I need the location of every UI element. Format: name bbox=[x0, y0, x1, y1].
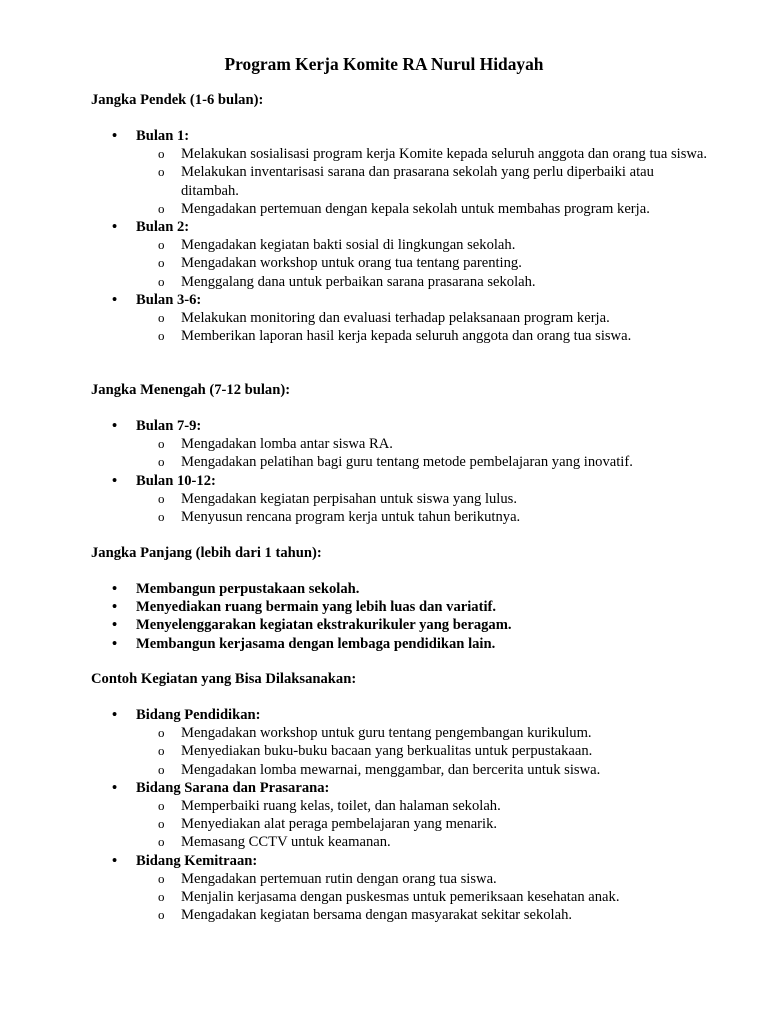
sub-item-text: Melakukan inventarisasi sarana dan prasarana sekolah yang perlu diperbaiki atau ditambah. bbox=[181, 164, 654, 199]
sub-list-item bbox=[136, 236, 711, 254]
sub-item-text: Menyediakan buku-buku bacaan yang berkualitas untuk perpustakaan. bbox=[181, 743, 593, 760]
bullet-icon: • bbox=[112, 635, 118, 652]
circle-bullet-icon: o bbox=[158, 743, 165, 759]
sub-list bbox=[136, 435, 711, 471]
section-heading-jangka-menengah: Jangka Menengah (7-12 bulan): bbox=[91, 382, 291, 398]
sub-list-item bbox=[136, 906, 711, 924]
list-item bbox=[91, 779, 711, 852]
bullet-icon: • bbox=[112, 617, 118, 634]
section-heading-jangka-panjang: Jangka Panjang (lebih dari 1 tahun): bbox=[91, 545, 322, 561]
list-item bbox=[91, 580, 711, 598]
circle-bullet-icon: o bbox=[158, 273, 165, 289]
section-list-jangka-pendek bbox=[91, 127, 711, 345]
item-label: Bulan 1: bbox=[136, 128, 190, 144]
item-label: Membangun kerjasama dengan lembaga pendidikan lain. bbox=[136, 635, 496, 652]
circle-bullet-icon: o bbox=[158, 725, 165, 741]
section-list-contoh-kegiatan bbox=[91, 706, 711, 924]
list-item bbox=[91, 598, 711, 616]
item-label: Menyelenggarakan kegiatan ekstrakurikuler yang beragam. bbox=[136, 617, 512, 634]
sub-item-text: Mengadakan pelatihan bagi guru tentang metode pembelajaran yang inovatif. bbox=[181, 454, 633, 471]
circle-bullet-icon: o bbox=[158, 761, 165, 777]
sub-item-text: Melakukan monitoring dan evaluasi terhadap pelaksanaan program kerja. bbox=[181, 310, 610, 327]
sub-item-text: Mengadakan workshop untuk orang tua tentang parenting. bbox=[181, 255, 522, 272]
sub-item-text: Mengadakan pertemuan dengan kepala sekolah untuk membahas program kerja. bbox=[181, 200, 650, 217]
list-item bbox=[91, 472, 711, 527]
circle-bullet-icon: o bbox=[158, 436, 165, 452]
sub-item-text: Memberikan laporan hasil kerja kepada seluruh anggota dan orang tua siswa. bbox=[181, 328, 632, 345]
sub-list bbox=[136, 145, 711, 218]
circle-bullet-icon: o bbox=[158, 146, 165, 162]
bullet-icon: • bbox=[112, 852, 118, 869]
circle-bullet-icon: o bbox=[158, 834, 165, 850]
item-label: Bidang Pendidikan: bbox=[136, 707, 261, 723]
bullet-icon: • bbox=[112, 418, 118, 434]
circle-bullet-icon: o bbox=[158, 816, 165, 832]
sub-list bbox=[136, 309, 711, 345]
sub-list bbox=[136, 797, 711, 852]
sub-item-text: Mengadakan pertemuan rutin dengan orang tua siswa. bbox=[181, 870, 497, 887]
sub-list-item bbox=[136, 490, 711, 508]
document-title: Program Kerja Komite RA Nurul Hidayah bbox=[224, 54, 544, 74]
section-list-jangka-menengah bbox=[91, 417, 711, 526]
bullet-icon: • bbox=[112, 779, 118, 796]
sub-item-text: Menjalin kerjasama dengan puskesmas untuk pemeriksaan kesehatan anak. bbox=[181, 889, 620, 906]
section-list-jangka-panjang bbox=[91, 580, 711, 653]
sub-list-item bbox=[136, 163, 711, 199]
circle-bullet-icon: o bbox=[158, 328, 165, 344]
sub-item-text: Menyusun rencana program kerja untuk tahun berikutnya. bbox=[181, 509, 521, 526]
sub-list-item bbox=[136, 724, 711, 742]
circle-bullet-icon: o bbox=[158, 454, 165, 470]
bullet-icon: • bbox=[112, 581, 118, 597]
sub-list-item bbox=[136, 254, 711, 272]
sub-item-text: Melakukan sosialisasi program kerja Komite kepada seluruh anggota dan orang tua siswa. bbox=[181, 146, 708, 163]
sub-item-text: Memperbaiki ruang kelas, toilet, dan halaman sekolah. bbox=[181, 798, 501, 815]
sub-item-text: Mengadakan kegiatan bersama dengan masyarakat sekitar sekolah. bbox=[181, 907, 573, 924]
bullet-icon: • bbox=[112, 599, 118, 616]
section-heading-contoh-kegiatan: Contoh Kegiatan yang Bisa Dilaksanakan: bbox=[91, 671, 357, 687]
list-item bbox=[91, 417, 711, 472]
bullet-icon: • bbox=[112, 472, 118, 489]
sub-list-item bbox=[136, 833, 711, 851]
sub-list-item bbox=[136, 453, 711, 471]
sub-list-item bbox=[136, 200, 711, 218]
circle-bullet-icon: o bbox=[158, 798, 165, 814]
list-item bbox=[91, 616, 711, 634]
circle-bullet-icon: o bbox=[158, 255, 165, 271]
item-label: Bulan 7-9: bbox=[136, 418, 202, 434]
list-item bbox=[91, 635, 711, 653]
sub-item-text: Memasang CCTV untuk keamanan. bbox=[181, 834, 391, 851]
item-label: Bulan 10-12: bbox=[136, 472, 216, 489]
item-label: Bulan 2: bbox=[136, 219, 190, 236]
sub-list bbox=[136, 490, 711, 526]
sub-list-item bbox=[136, 145, 711, 163]
sub-list-item bbox=[136, 761, 711, 779]
bullet-icon: • bbox=[112, 219, 118, 236]
sub-list-item bbox=[136, 309, 711, 327]
circle-bullet-icon: o bbox=[158, 870, 165, 886]
sub-item-text: Mengadakan kegiatan bakti sosial di lingkungan sekolah. bbox=[181, 237, 516, 254]
sub-list bbox=[136, 236, 711, 291]
sub-list-item bbox=[136, 870, 711, 888]
list-item bbox=[91, 127, 711, 218]
sub-list-item bbox=[136, 508, 711, 526]
sub-list-item bbox=[136, 435, 711, 453]
sub-item-text: Mengadakan lomba antar siswa RA. bbox=[181, 436, 393, 453]
sub-list-item bbox=[136, 327, 711, 345]
sub-item-text: Menggalang dana untuk perbaikan sarana prasarana sekolah. bbox=[181, 273, 536, 290]
sub-list-item bbox=[136, 815, 711, 833]
sub-item-text: Menyediakan alat peraga pembelajaran yang menarik. bbox=[181, 816, 498, 833]
list-item bbox=[91, 706, 711, 779]
circle-bullet-icon: o bbox=[158, 490, 165, 506]
bullet-icon: • bbox=[112, 291, 118, 308]
item-label: Menyediakan ruang bermain yang lebih luas dan variatif. bbox=[136, 599, 497, 616]
sub-list-item bbox=[136, 888, 711, 906]
bullet-icon: • bbox=[112, 128, 118, 144]
list-item bbox=[91, 291, 711, 346]
item-label: Bidang Sarana dan Prasarana: bbox=[136, 779, 330, 796]
circle-bullet-icon: o bbox=[158, 310, 165, 326]
circle-bullet-icon: o bbox=[158, 237, 165, 253]
item-label: Bidang Kemitraan: bbox=[136, 852, 258, 869]
circle-bullet-icon: o bbox=[158, 889, 165, 905]
sub-item-text: Mengadakan lomba mewarnai, menggambar, dan bercerita untuk siswa. bbox=[181, 761, 601, 778]
circle-bullet-icon: o bbox=[158, 509, 165, 525]
list-item bbox=[91, 218, 711, 291]
item-label: Membangun perpustakaan sekolah. bbox=[136, 581, 360, 597]
circle-bullet-icon: o bbox=[158, 164, 165, 180]
list-item bbox=[91, 852, 711, 925]
sub-item-text: Mengadakan workshop untuk guru tentang pengembangan kurikulum. bbox=[181, 725, 592, 742]
circle-bullet-icon: o bbox=[158, 907, 165, 923]
item-label: Bulan 3-6: bbox=[136, 291, 202, 308]
bullet-icon: • bbox=[112, 707, 118, 723]
sub-list-item bbox=[136, 797, 711, 815]
sub-list bbox=[136, 870, 711, 925]
sub-item-text: Mengadakan kegiatan perpisahan untuk siswa yang lulus. bbox=[181, 490, 517, 507]
sub-list-item bbox=[136, 742, 711, 760]
sub-list bbox=[136, 724, 711, 779]
circle-bullet-icon: o bbox=[158, 200, 165, 216]
sub-list-item bbox=[136, 273, 711, 291]
section-heading-jangka-pendek: Jangka Pendek (1-6 bulan): bbox=[91, 92, 264, 108]
